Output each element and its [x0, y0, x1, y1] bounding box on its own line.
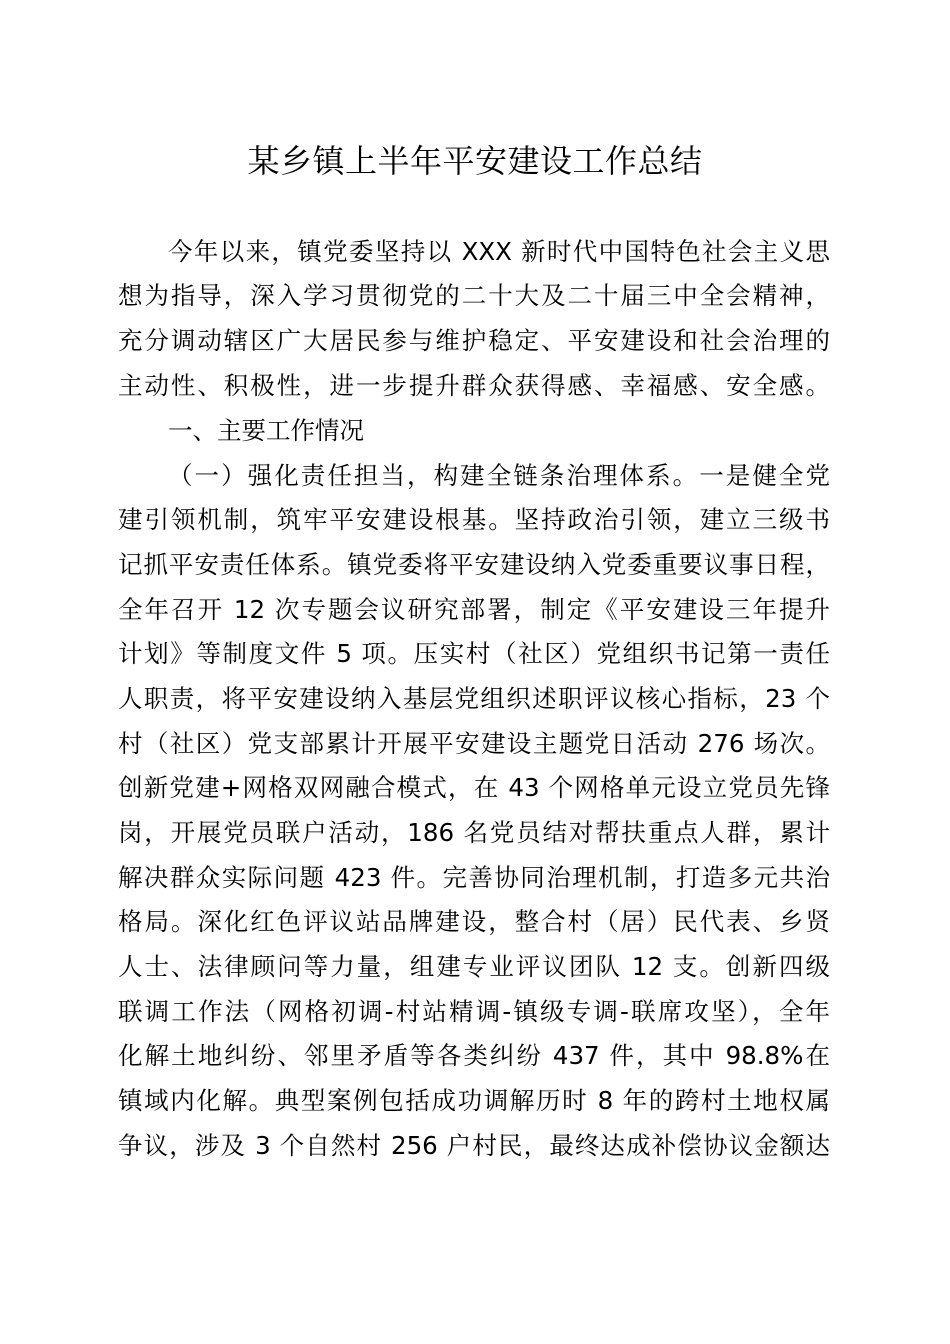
paragraph-line: 镇域内化解。典型案例包括成功调解历时 8 年的跨村土地权属	[118, 1086, 830, 1115]
paragraph-line: 今年以来，镇党委坚持以 XXX 新时代中国特色社会主义思	[168, 237, 830, 266]
paragraph-line: 充分调动辖区广大居民参与维护稳定、平安建设和社会治理的	[118, 326, 830, 355]
paragraph-line: 格局。深化红色评议站品牌建设，整合村（居）民代表、乡贤	[118, 907, 830, 936]
paragraph-line: 创新党建+网格双网融合模式，在 43 个网格单元设立党员先锋	[118, 773, 830, 802]
paragraph-line: 人职责，将平安建设纳入基层党组织述职评议核心指标，23 个	[118, 684, 830, 713]
paragraph-line: 解决群众实际问题 423 件。完善协同治理机制，打造多元共治	[118, 863, 830, 892]
paragraph-line: 争议，涉及 3 个自然村 256 户村民，最终达成补偿协议金额达	[118, 1131, 830, 1160]
paragraph-line: 化解土地纠纷、邻里矛盾等各类纠纷 437 件，其中 98.8%在	[118, 1041, 830, 1070]
paragraph-line: 建引领机制，筑牢平安建设根基。坚持政治引领，建立三级书	[118, 505, 830, 534]
paragraph-line: 村（社区）党支部累计开展平安建设主题党日活动 276 场次。	[118, 729, 830, 758]
paragraph-line: （一）强化责任担当，构建全链条治理体系。一是健全党	[168, 461, 830, 490]
paragraph-line: 联调工作法（网格初调-村站精调-镇级专调-联席攻坚），全年	[118, 997, 830, 1026]
document-title: 某乡镇上半年平安建设工作总结	[247, 142, 703, 180]
paragraph-line: 想为指导，深入学习贯彻党的二十大及二十届三中全会精神，	[118, 281, 830, 310]
paragraph-line: 全年召开 12 次专题会议研究部署，制定《平安建设三年提升	[118, 595, 830, 624]
paragraph-line: 岗，开展党员联户活动，186 名党员结对帮扶重点人群，累计	[118, 818, 830, 847]
paragraph-line: 人士、法律顾问等力量，组建专业评议团队 12 支。创新四级	[118, 952, 830, 981]
paragraph-line: 主动性、积极性，进一步提升群众获得感、幸福感、安全感。	[118, 371, 830, 400]
section-heading: 一、主要工作情况	[168, 416, 364, 445]
paragraph-line: 记抓平安责任体系。镇党委将平安建设纳入党委重要议事日程，	[118, 550, 830, 579]
paragraph-line: 计划》等制度文件 5 项。压实村（社区）党组织书记第一责任	[118, 639, 830, 668]
